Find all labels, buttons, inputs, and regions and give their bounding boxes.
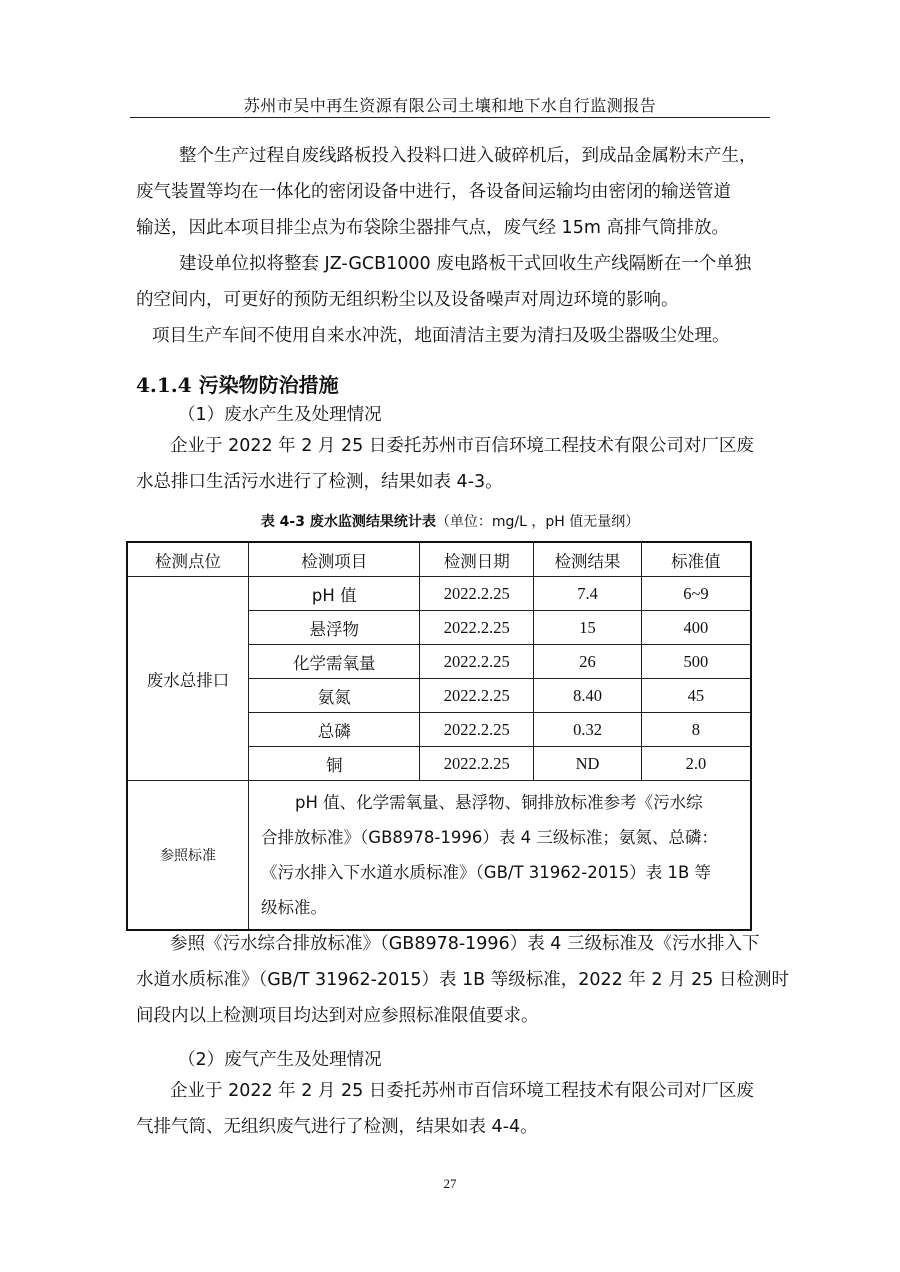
item-cell: 铜 [249, 747, 420, 781]
reference-line: 《污水排入下水道水质标准》（GB/T 31962-2015）表 1B 等 [261, 863, 712, 882]
conclusion-paragraph [136, 926, 790, 1034]
paragraph-line: 气排气筒、无组织废气进行了检测，结果如表 4-4。 [136, 1117, 538, 1137]
column-header: 标准值 [641, 542, 751, 577]
isolation-paragraph [136, 246, 776, 318]
section-heading: 4.1.4 污染物防治措施 [136, 373, 339, 397]
reference-line: 级标准。 [261, 898, 328, 917]
paragraph-line: 企业于 2022 年 2 月 25 日委托苏州市百信环境工程技术有限公司对厂区废 [170, 436, 754, 456]
running-header: 苏州市吴中再生资源有限公司土壤和地下水自行监测报告 [243, 96, 657, 115]
standard-cell: 400 [641, 611, 751, 645]
header-rule [130, 117, 770, 118]
paragraph-line: 整个生产过程自废线路板投入投料口进入破碎机后，到成品金属粉末产生， [179, 146, 757, 166]
page-number: 27 [443, 1176, 457, 1191]
reference-row [127, 781, 751, 931]
paragraph-line: 输送，因此本项目排尘点为布袋除尘器排气点，废气经 15m 高排气筒排放。 [136, 218, 729, 238]
reference-standard-cell [249, 781, 751, 931]
item-cell: pH 值 [249, 577, 420, 611]
wastewater-paragraph [136, 428, 776, 500]
result-cell: 15 [534, 611, 642, 645]
column-header: 检测项目 [249, 542, 420, 577]
standard-cell: 2.0 [641, 747, 751, 781]
date-cell: 2022.2.25 [420, 611, 534, 645]
date-cell: 2022.2.25 [420, 577, 534, 611]
reference-line: 合排放标准》（GB8978-1996）表 4 三级标准；氨氮、总磷： [261, 828, 718, 847]
reference-line: pH 值、化学需氧量、悬浮物、铜排放标准参考《污水综 [295, 793, 703, 812]
date-cell: 2022.2.25 [420, 679, 534, 713]
result-cell: ND [534, 747, 642, 781]
standard-cell: 6~9 [641, 577, 751, 611]
result-cell: 26 [534, 645, 642, 679]
date-cell: 2022.2.25 [420, 713, 534, 747]
item-cell: 悬浮物 [249, 611, 420, 645]
column-header: 检测结果 [534, 542, 642, 577]
wastewater-subheading: （1）废水产生及处理情况 [178, 405, 382, 425]
result-cell: 8.40 [534, 679, 642, 713]
exhaust-paragraph [136, 1073, 776, 1145]
item-cell: 化学需氧量 [249, 645, 420, 679]
paragraph-line: 企业于 2022 年 2 月 25 日委托苏州市百信环境工程技术有限公司对厂区废 [170, 1081, 754, 1101]
table-caption [0, 511, 900, 531]
table-caption-title: 表 4-3 废水监测结果统计表 [260, 514, 436, 530]
cleaning-paragraph [136, 318, 776, 354]
column-header: 检测日期 [420, 542, 534, 577]
paragraph-line: 水道水质标准》（GB/T 31962-2015）表 1B 等级标准，2022 年 2 月 25 日检测时 [136, 970, 790, 990]
standard-cell: 8 [641, 713, 751, 747]
table-caption-units: （单位：mg/L ，pH 值无量纲） [435, 514, 640, 530]
paragraph-line: 废气装置等均在一体化的密闭设备中进行，各设备间运输均由密闭的输送管道 [136, 182, 731, 202]
paragraph-line: 参照《污水综合排放标准》（GB8978-1996）表 4 三级标准及《污水排入下 [170, 934, 760, 954]
paragraph-line: 建设单位拟将整套 JZ-GCB1000 废电路板干式回收生产线隔断在一个单独 [179, 254, 752, 274]
paragraph-line: 水总排口生活污水进行了检测，结果如表 4-3。 [136, 472, 503, 492]
item-cell: 总磷 [249, 713, 420, 747]
result-cell: 7.4 [534, 577, 642, 611]
item-cell: 氨氮 [249, 679, 420, 713]
standard-cell: 500 [641, 645, 751, 679]
standard-cell: 45 [641, 679, 751, 713]
wastewater-results-table [126, 541, 752, 931]
location-cell: 废水总排口 [127, 577, 249, 781]
date-cell: 2022.2.25 [420, 747, 534, 781]
date-cell: 2022.2.25 [420, 645, 534, 679]
table-header-row [127, 542, 751, 577]
paragraph-line: 间段内以上检测项目均达到对应参照标准限值要求。 [136, 1006, 539, 1026]
exhaust-subheading: （2）废气产生及处理情况 [178, 1050, 382, 1070]
process-paragraph [136, 138, 776, 246]
paragraph-line: 的空间内，可更好的预防无组织粉尘以及设备噪声对周边环境的影响。 [136, 290, 679, 310]
reference-label-cell: 参照标准 [127, 781, 249, 931]
paragraph-line: 项目生产车间不使用自来水冲洗，地面清洁主要为清扫及吸尘器吸尘处理。 [152, 326, 730, 346]
column-header: 检测点位 [127, 542, 249, 577]
result-cell: 0.32 [534, 713, 642, 747]
table-row [127, 577, 751, 611]
